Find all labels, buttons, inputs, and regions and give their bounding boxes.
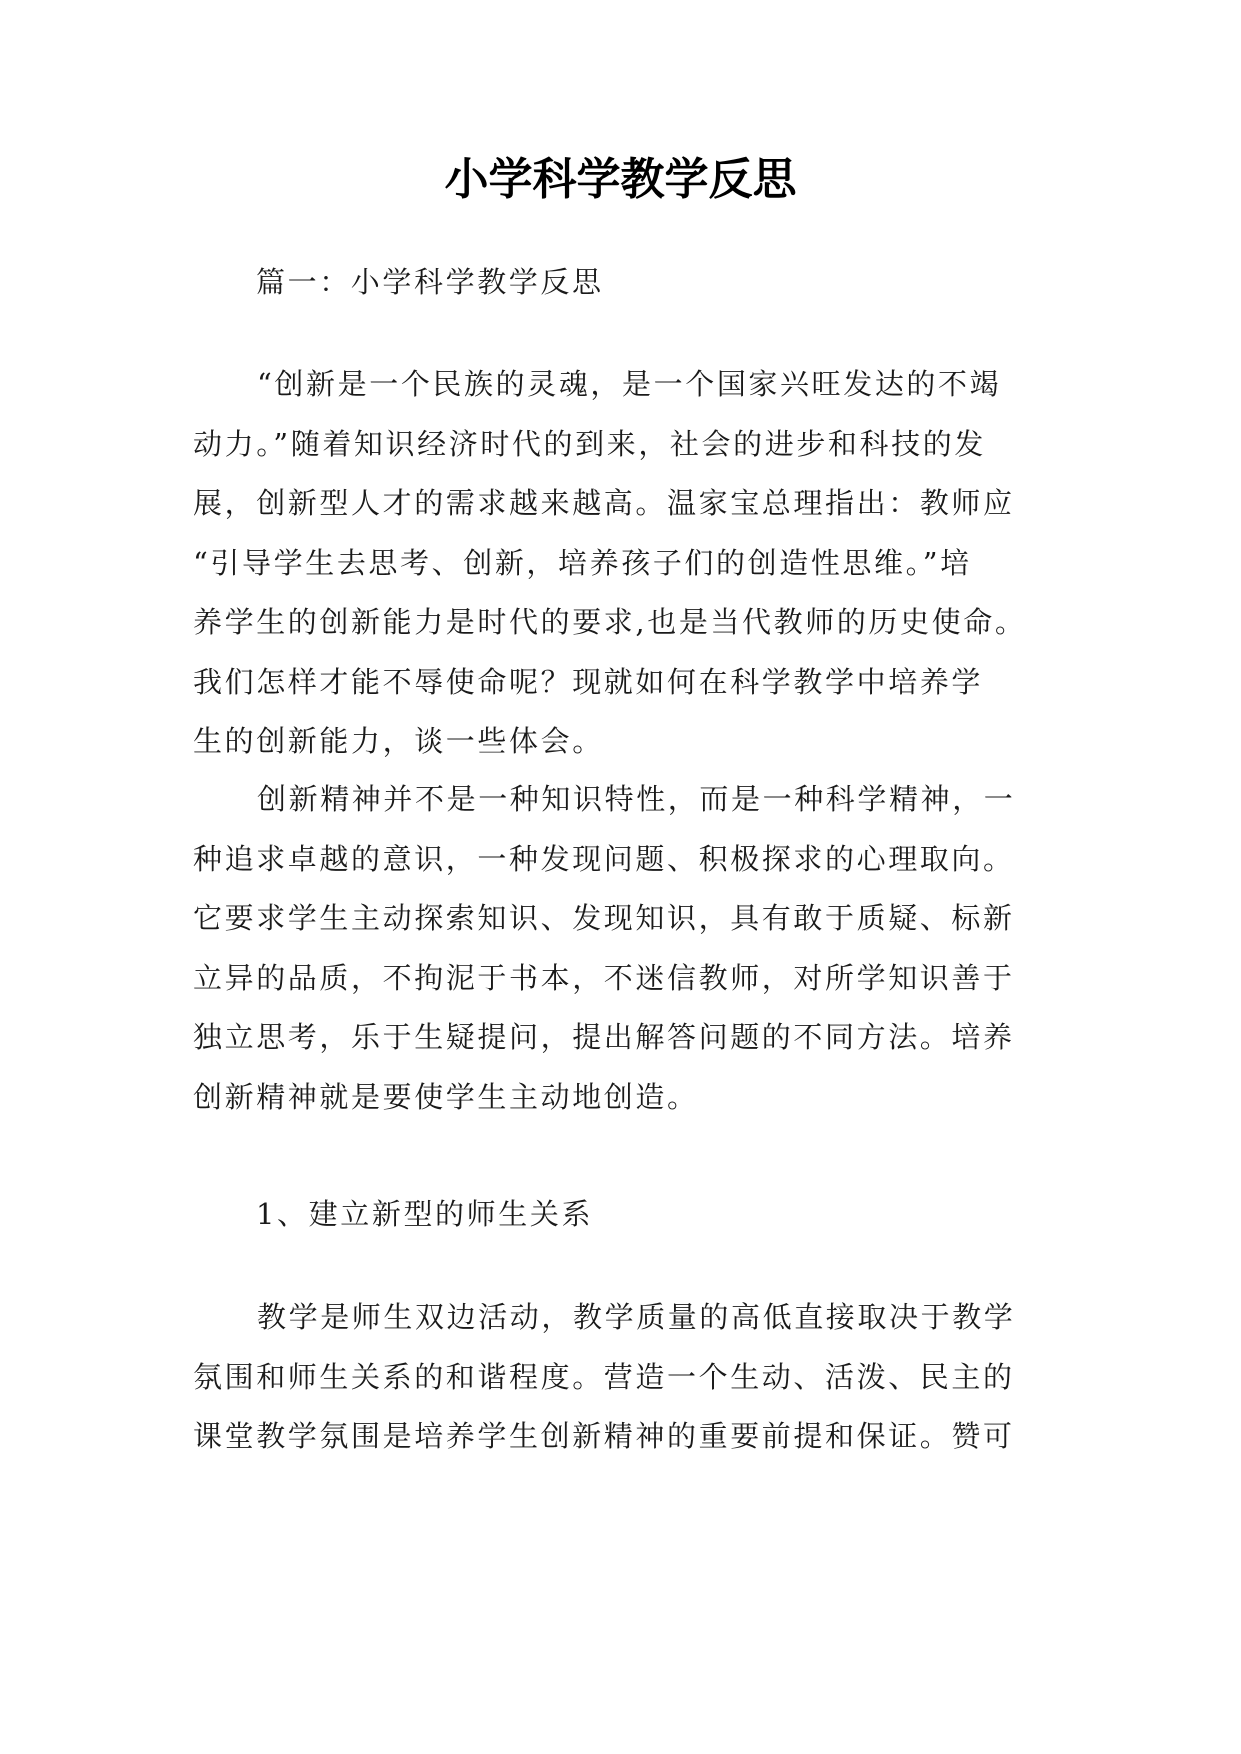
subheading-1: 1、建立新型的师生关系 <box>256 1197 594 1231</box>
paragraph-1 <box>193 355 1058 772</box>
paragraph-line: 氛围和师生关系的和谐程度。营造一个生动、活泼、民主的 <box>193 1359 1015 1394</box>
paragraph-line: 生的创新能力，谈一些体会。 <box>193 724 604 758</box>
paragraph-line: 种追求卓越的意识，一种发现问题、积极探求的心理取向。 <box>193 841 1015 876</box>
paragraph-line: “创新是一个民族的灵魂，是一个国家兴旺发达的不竭 <box>257 367 1002 401</box>
paragraph-2 <box>193 770 1058 1127</box>
section-heading: 篇一：小学科学教学反思 <box>256 265 604 299</box>
paragraph-line: 教学是师生双边活动，教学质量的高低直接取决于教学 <box>257 1300 1016 1334</box>
paragraph-line: 立异的品质，不拘泥于书本，不迷信教师，对所学知识善于 <box>193 960 1015 995</box>
paragraph-line: 创新精神就是要使学生主动地创造。 <box>193 1079 699 1114</box>
paragraph-line: 课堂教学氛围是培养学生创新精神的重要前提和保证。赞可 <box>193 1419 1015 1453</box>
paragraph-3 <box>193 1288 1058 1467</box>
paragraph-line: “引导学生去思考、创新，培养孩子们的创造性思维。”培 <box>193 545 972 580</box>
paragraph-line: 我们怎样才能不辱使命呢？现就如何在科学教学中培养学 <box>193 664 984 699</box>
paragraph-line: 创新精神并不是一种知识特性，而是一种科学精神，一 <box>257 782 1016 816</box>
paragraph-line: 独立思考，乐于生疑提问，提出解答问题的不同方法。培养 <box>193 1020 1015 1054</box>
paragraph-line: 展，创新型人才的需求越来越高。温家宝总理指出：教师应 <box>193 486 1015 520</box>
paragraph-line: 养学生的创新能力是时代的要求,也是当代教师的历史使命。 <box>193 605 1027 639</box>
document-title: 小学科学教学反思 <box>444 154 797 205</box>
paragraph-line: 它要求学生主动探索知识、发现知识，具有敢于质疑、标新 <box>193 901 1015 935</box>
paragraph-line: 动力。”随着知识经济时代的到来，社会的进步和科技的发 <box>193 426 986 461</box>
